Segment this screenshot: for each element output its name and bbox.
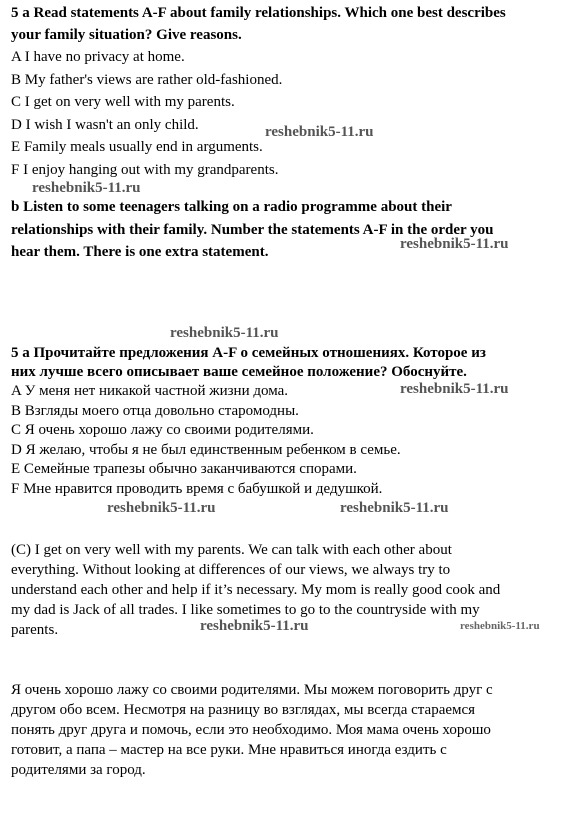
task-ru (11, 344, 581, 499)
answer-en-line: (C) I get on very well with my parents. We can talk with each other about (11, 542, 452, 558)
statement-f: F I enjoy hanging out with my grandparents. (11, 161, 279, 178)
task-en-part-b (11, 196, 581, 264)
answer-en-line: everything. Without looking at differences of our views, we always try to (11, 562, 451, 578)
answer-en-line: parents. (11, 622, 59, 638)
part-b-line: b Listen to some teenagers talking on a radio programme about their (11, 199, 452, 215)
watermark: reshebnik5-11.ru (340, 500, 449, 516)
ru-statement-d: D Я желаю, чтобы я не был единственным ребенком в семье. (11, 441, 401, 458)
statement-a: A I have no privacy at home. (11, 49, 185, 65)
answer-ru-line: готовит, а папа – мастер на все руки. Мне нравиться иногда ездить с (11, 742, 447, 758)
answer-ru-line: родителями за город. (11, 762, 146, 778)
watermark: reshebnik5-11.ru (460, 620, 540, 632)
ru-statement-e: E Семейные трапезы обычно заканчиваются спорами. (11, 461, 357, 477)
task-en-heading-line: your family situation? Give reasons. (11, 27, 242, 43)
statement-e: E Family meals usually end in arguments. (11, 139, 263, 155)
task-en (11, 2, 581, 181)
answer-en-line: understand each other and help if it’s necessary. My mom is really good cook and (11, 582, 501, 598)
answer-ru-line: Я очень хорошо лажу со своими родителями. Мы можем поговорить друг с (11, 682, 493, 698)
statement-d: D I wish I wasn't an only child. (11, 116, 199, 133)
watermark: reshebnik5-11.ru (200, 618, 309, 634)
answer-ru (11, 680, 581, 780)
watermark: reshebnik5-11.ru (170, 325, 279, 341)
answer-ru-line: понять друг друга и помочь, если это необходимо. Моя мама очень хорошо (11, 722, 491, 738)
part-b-line: relationships with their family. Number the statements A-F in the order you (11, 221, 494, 238)
ru-statement-b: B Взгляды моего отца довольно старомодны. (11, 402, 299, 419)
watermark: reshebnik5-11.ru (400, 381, 509, 397)
task-en-heading-line: 5 a Read statements A-F about family relationships. Which one best describes (11, 5, 506, 21)
task-ru-heading-line: них лучше всего описывает ваше семейное положение? Обоснуйте. (11, 364, 467, 380)
answer-ru-line: другом обо всем. Несмотря на разницу во взглядах, мы всегда стараемся (11, 702, 476, 718)
ru-statement-f: F Мне нравится проводить время с бабушкой и дедушкой. (11, 480, 383, 497)
statement-b: B My father's views are rather old-fashioned. (11, 71, 283, 88)
answer-en-line: my dad is Jack of all trades. I like sometimes to go to the countryside with my (11, 602, 480, 618)
ru-statement-a: A У меня нет никакой частной жизни дома. (11, 383, 289, 399)
watermark: reshebnik5-11.ru (400, 236, 509, 252)
watermark: reshebnik5-11.ru (32, 180, 141, 196)
watermark: reshebnik5-11.ru (265, 124, 374, 140)
watermark: reshebnik5-11.ru (107, 500, 216, 516)
part-b-line: hear them. There is one extra statement. (11, 244, 269, 260)
task-ru-heading-line: 5 а Прочитайте предложения A-F о семейных отношениях. Которое из (11, 345, 486, 361)
ru-statement-c: C Я очень хорошо лажу со своими родителями. (11, 422, 314, 438)
statement-c: C I get on very well with my parents. (11, 94, 235, 110)
